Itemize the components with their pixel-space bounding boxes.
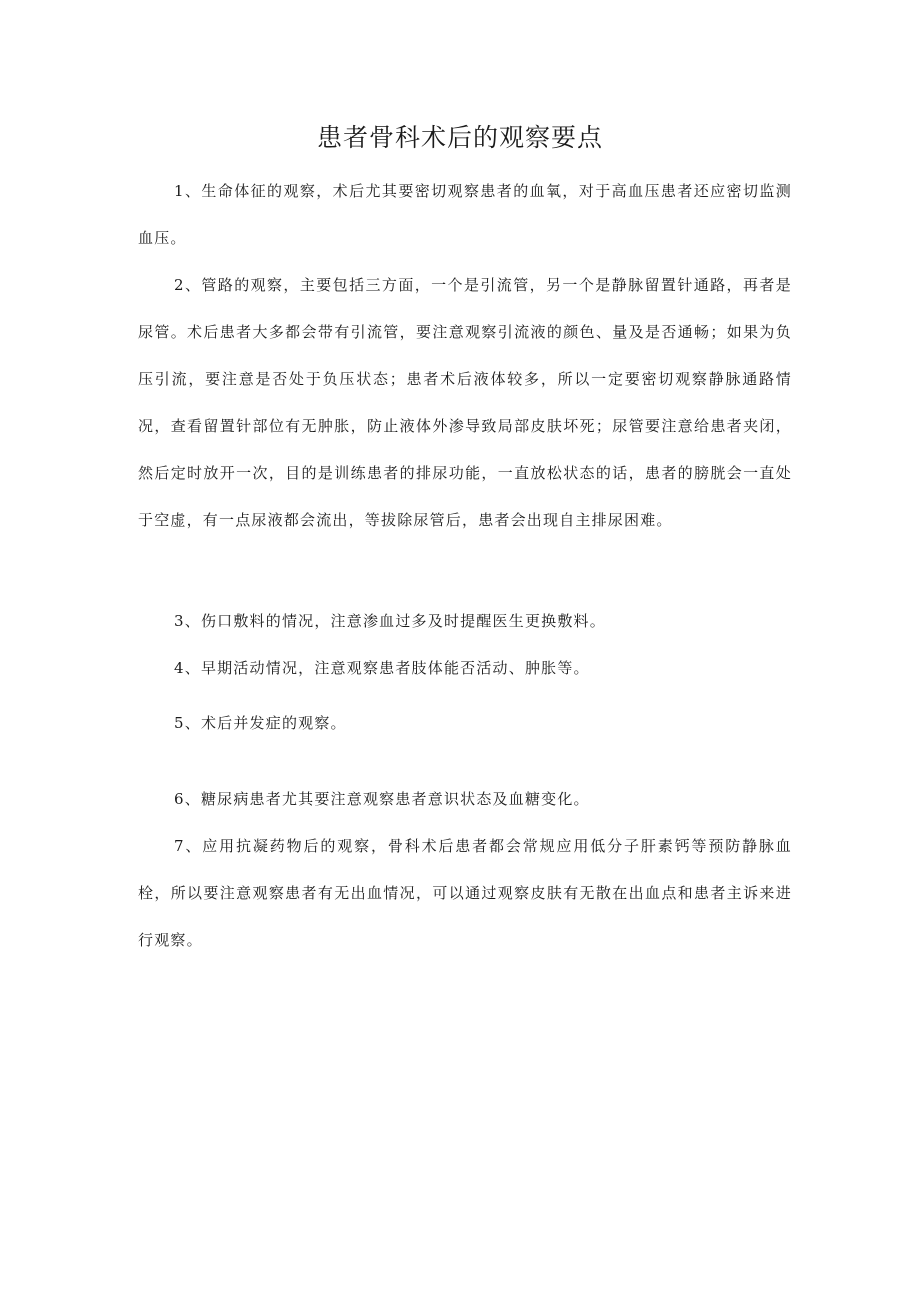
- paragraph-anticoagulant: 7、应用抗凝药物后的观察，骨科术后患者都会常规应用低分子肝素钙等预防静脉血栓，所以要注意观察患者有无出血情况，可以通过观察皮肤有无散在出血点和患者主诉来进行观察。: [138, 837, 792, 949]
- paragraph-tubes: 2、管路的观察，主要包括三方面，一个是引流管，另一个是静脉留置针通路，再者是尿管。术后患者大多都会带有引流管，要注意观察引流液的颜色、量及是否通畅；如果为负压引流，要注意是否处于负压状态；患者术后液体较多，所以一定要密切观察静脉通路情况，查看留置针部位有无肿胀，防止液体外渗导致局部皮肤坏死；尿管要注意给患者夹闭，然后定时放开一次，目的是训练患者的排尿功能，一直放松状态的话，患者的膀胱会一直处于空虚，有一点尿液都会流出，等拔除尿管后，患者会出现自主排尿困难。: [138, 276, 792, 529]
- paragraph-early-activity: 4、早期活动情况，注意观察患者肢体能否活动、肿胀等。: [174, 659, 590, 677]
- paragraph-diabetes: 6、糖尿病患者尤其要注意观察患者意识状态及血糖变化。: [174, 790, 590, 808]
- document-title: 患者骨科术后的观察要点: [316, 123, 603, 152]
- paragraph-complications: 5、术后并发症的观察。: [174, 714, 347, 732]
- paragraph-vital-signs: 1、生命体征的观察，术后尤其要密切观察患者的血氧，对于高血压患者还应密切监测血压。: [138, 182, 792, 247]
- paragraph-wound-dressing: 3、伤口敷料的情况，注意渗血过多及时提醒医生更换敷料。: [174, 612, 606, 630]
